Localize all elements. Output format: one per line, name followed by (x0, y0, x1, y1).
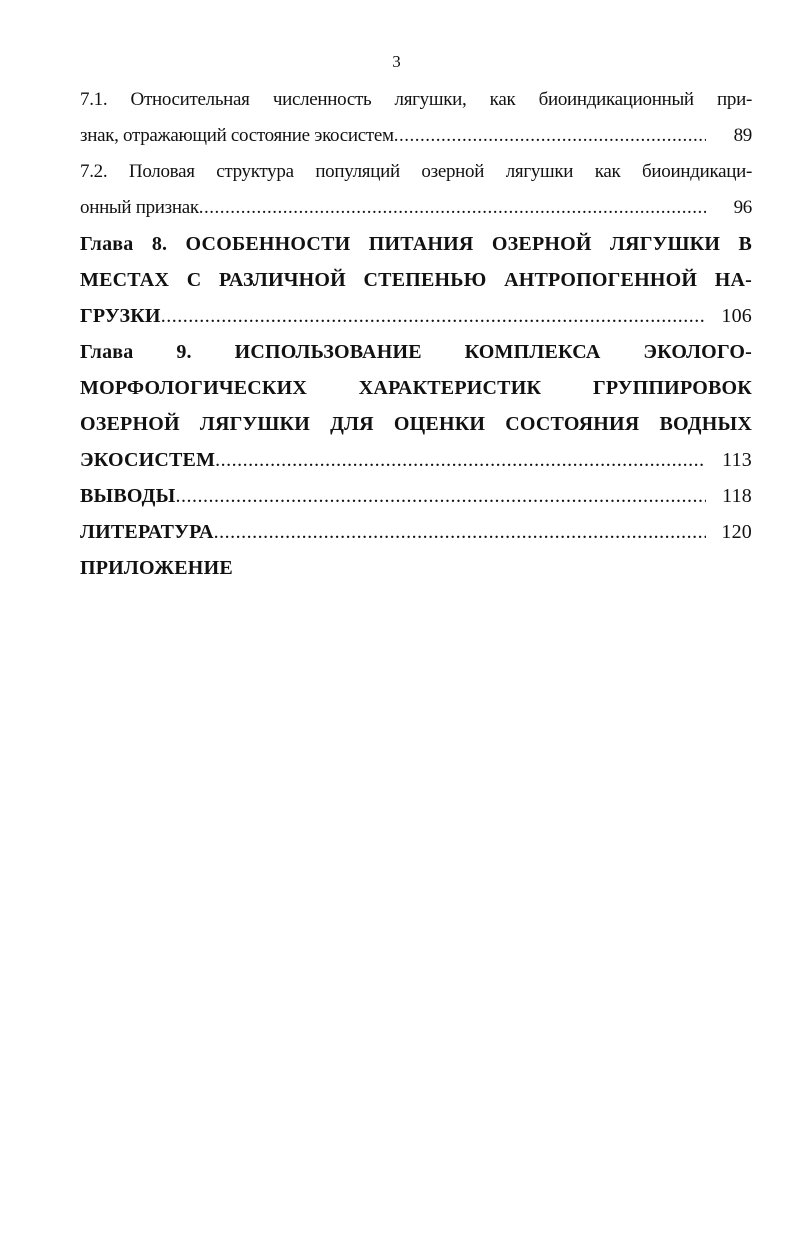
toc-page-number: 118 (722, 485, 752, 507)
toc-entry-7-2[interactable] (80, 154, 752, 226)
toc-page-number: 96 (733, 197, 752, 218)
toc-entry-line: ЭКОСИСТЕМ (80, 449, 216, 471)
toc-entry-line: ВЫВОДЫ (80, 485, 176, 507)
toc-entry-chapter-8[interactable] (80, 226, 752, 334)
toc-entry-appendix[interactable] (80, 550, 752, 586)
dot-leader (199, 190, 706, 226)
dot-leader (394, 118, 706, 154)
toc-page-number: 89 (733, 125, 752, 146)
toc-page-number: 120 (721, 521, 752, 543)
dot-leader (214, 514, 706, 550)
toc-entry-line: МЕСТАХ С РАЗЛИЧНОЙ СТЕПЕНЬЮ АНТРОПОГЕННОЙ НА- (80, 269, 752, 291)
dot-leader (161, 298, 706, 334)
toc-entry-line: Глава 8. ОСОБЕННОСТИ ПИТАНИЯ ОЗЕРНОЙ ЛЯГУШКИ В (80, 233, 752, 255)
dot-leader (215, 442, 706, 478)
toc-entry-7-1[interactable] (80, 82, 752, 154)
toc-entry-line: ГРУЗКИ (80, 305, 161, 327)
toc-entry-line: ОЗЕРНОЙ ЛЯГУШКИ ДЛЯ ОЦЕНКИ СОСТОЯНИЯ ВОДНЫХ (80, 413, 752, 435)
toc-entry-line: Глава 9. ИСПОЛЬЗОВАНИЕ КОМПЛЕКСА ЭКОЛОГО- (80, 341, 752, 363)
toc-entry-line: 7.1. Относительная численность лягушки, как биоиндикационный при- (80, 89, 752, 110)
toc-entry-conclusions[interactable] (80, 478, 752, 514)
toc-entry-line: знак, отражающий состояние экосистем (80, 125, 394, 146)
toc-page-number: 106 (721, 305, 752, 327)
page-number: 3 (392, 52, 401, 71)
toc-entry-chapter-9[interactable] (80, 334, 752, 478)
toc-entry-line: онный признак (80, 197, 199, 218)
toc-entry-literature[interactable] (80, 514, 752, 550)
toc-page-number: 113 (722, 449, 752, 471)
toc-entry-line: МОРФОЛОГИЧЕСКИХ ХАРАКТЕРИСТИК ГРУППИРОВОК (80, 377, 752, 399)
toc-entry-line: 7.2. Половая структура популяций озерной лягушки как биоиндикаци- (80, 161, 752, 182)
dot-leader (175, 478, 706, 514)
toc-entry-line: ЛИТЕРАТУРА (80, 521, 214, 543)
toc-entry-line: ПРИЛОЖЕНИЕ (80, 557, 233, 579)
table-of-contents (80, 82, 752, 586)
